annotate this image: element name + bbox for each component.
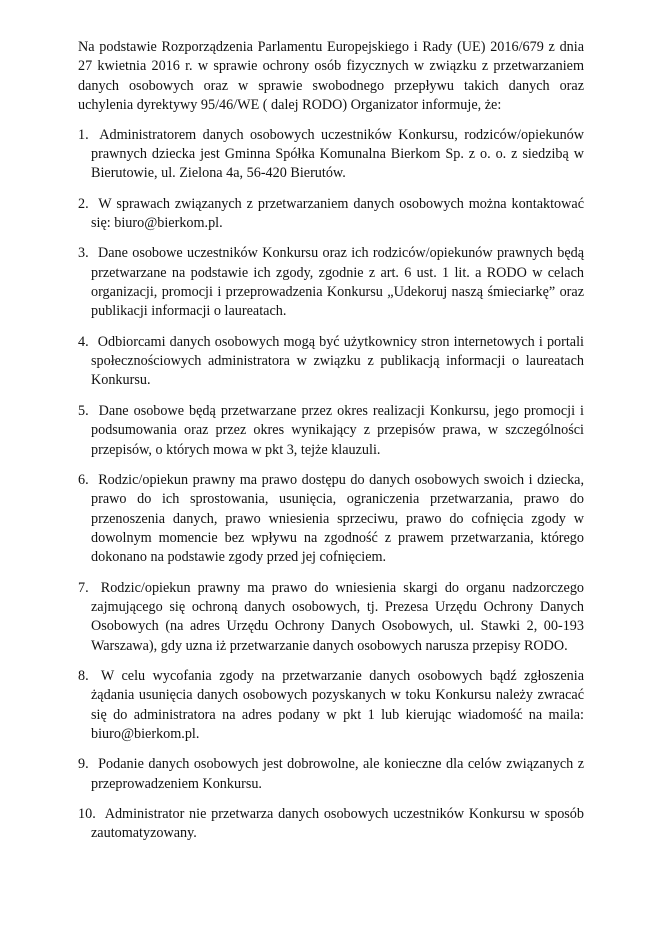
list-item (78, 755, 584, 794)
intro-paragraph: Na podstawie Rozporządzenia Parlamentu Europejskiego i Rady (UE) 2016/679 z dnia 27 kwietnia 2016 r. w sprawie ochrony osób fizycznych w związku z przetwarzaniem danych osobowych oraz w sprawie swobodnego przepływu takich danych oraz uchylenia dyrektywy 95/46/WE ( dalej RODO) Organizator informuje, że: (78, 39, 584, 114)
list-item (78, 402, 584, 460)
list-item (78, 333, 584, 391)
list-item-number: 3. (78, 245, 89, 262)
list-item-number: 4. (78, 333, 89, 350)
list-item-text: Odbiorcami danych osobowych mogą być użytkownicy stron internetowych i portali społecznościowych administratora w związku z publikacją informacji o laureatach Konkursu. (91, 333, 584, 389)
list-item (78, 667, 584, 745)
list-item (78, 805, 584, 844)
list-item-number: 8. (78, 667, 89, 684)
list-item-text: Administratorem danych osobowych uczestników Konkursu, rodziców/opiekunów prawnych dziecka jest Gminna Spółka Komunalna Bierkom Sp. z o. o. z siedzibą w Bierutowie, ul. Zielona 4a, 56-420 Bierutów. (91, 126, 584, 182)
list-item-number: 7. (78, 579, 89, 596)
list-item (78, 471, 584, 568)
list-item (78, 195, 584, 234)
list-item-text: Administrator nie przetwarza danych osobowych uczestników Konkursu w sposób zautomatyzowany. (91, 805, 584, 842)
list-item (78, 244, 584, 322)
list-item-text: W sprawach związanych z przetwarzaniem danych osobowych można kontaktować się: biuro@bierkom.pl. (91, 195, 584, 232)
list-item-number: 9. (78, 756, 89, 773)
rodo-clause-list (78, 126, 584, 844)
list-item-text: Rodzic/opiekun prawny ma prawo do wniesienia skargi do organu nadzorczego zajmującego się ochroną danych osobowych, tj. Prezesa Urzędu Ochrony Danych Osobowych (na adres Urzędu Ochrony Danych Osobowych, ul. Stawki 2, 00-193 Warszawa), gdy uzna iż przetwarzanie danych osobowych narusza przepisy RODO. (91, 579, 585, 654)
list-item-text: W celu wycofania zgody na przetwarzanie danych osobowych bądź zgłoszenia żądania usunięcia danych osobowych pozyskanych w toku Konkursu należy zwracać się do administratora na adres podany w pkt 1 lub kierując wiadomość na maila: biuro@bierkom.pl. (91, 667, 584, 743)
list-item-number: 1. (78, 126, 89, 143)
list-item (78, 126, 584, 184)
list-item-number: 5. (78, 402, 89, 419)
list-item-text: Podanie danych osobowych jest dobrowolne, ale konieczne dla celów związanych z przeprowadzeniem Konkursu. (91, 756, 585, 792)
list-item-number: 2. (78, 195, 89, 212)
document-content (78, 38, 584, 855)
list-item-number: 10. (78, 805, 96, 822)
list-item-text: Dane osobowe będą przetwarzane przez okres realizacji Konkursu, jego promocji i podsumowania oraz przez okres wynikający z przepisów prawa, w szczególności przepisów, o których mowa w pkt 3, tejże klauzuli. (91, 402, 585, 458)
list-item (78, 579, 584, 657)
list-item-text: Rodzic/opiekun prawny ma prawo dostępu do danych osobowych swoich i dziecka, prawo do ich sprostowania, usunięcia, ograniczenia przetwarzania, prawo do przenoszenia danych, prawo wniesienia sprzeciwu, prawo do cofnięcia zgody w dowolnym momencie bez wpływu na zgodność z prawem przetwarzania, którego dokonano na podstawie zgody przed jej cofnięciem. (91, 471, 585, 566)
list-item-number: 6. (78, 471, 89, 488)
list-item-text: Dane osobowe uczestników Konkursu oraz ich rodziców/opiekunów prawnych będą przetwarzane na podstawie ich zgody, zgodnie z art. 6 ust. 1 lit. a RODO w celach organizacji, promocji i przeprowadzenia Konkursu „Udekoruj naszą śmieciarkę” oraz publikacji informacji o laureatach. (91, 245, 585, 320)
